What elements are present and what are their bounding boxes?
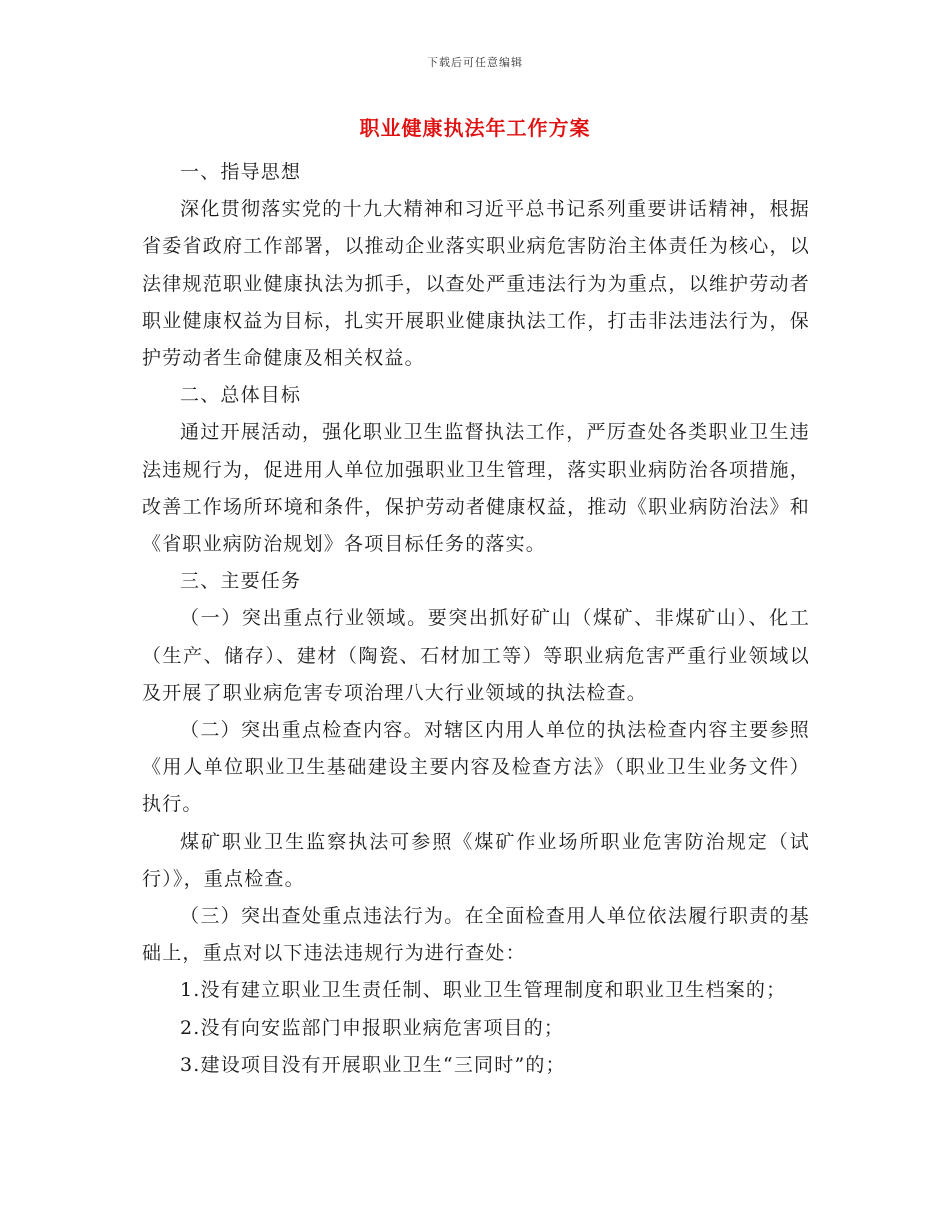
paragraph-overall-goal: 通过开展活动，强化职业卫生监督执法工作，严厉查处各类职业卫生违法违规行为，促进用人单位加强职业卫生管理，落实职业病防治各项措施，改善工作场所环境和条件，保护劳动者健康权益，推动《职业病防治法》和《省职业病防治规划》各项目标任务的落实。: [142, 421, 810, 556]
header-note: 下载后可任意编辑: [427, 56, 523, 69]
document-body: [142, 154, 810, 1084]
paragraph-task-violations: （三）突出查处重点违法行为。在全面检查用人单位依法履行职责的基础上，重点对以下违法违规行为进行查处：: [142, 905, 810, 965]
paragraph-coal-mine-inspection: 煤矿职业卫生监察执法可参照《煤矿作业场所职业危害防治规定（试行）》，重点检查。: [142, 830, 810, 890]
section-heading-overall-goal: 二、总体目标: [180, 384, 302, 407]
document-title: 职业健康执法年工作方案: [359, 116, 591, 140]
list-item-3: 3.建设项目没有开展职业卫生“三同时”的；: [180, 1053, 566, 1076]
list-item-2: 2.没有向安监部门申报职业病危害项目的；: [180, 1016, 565, 1039]
section-heading-main-tasks: 三、主要任务: [180, 570, 302, 593]
list-item-1: 1.没有建立职业卫生责任制、职业卫生管理制度和职业卫生档案的；: [180, 979, 787, 1002]
paragraph-task-inspection-content: （二）突出重点检查内容。对辖区内用人单位的执法检查内容主要参照《用人单位职业卫生基础建设主要内容及检查方法》（职业卫生业务文件）执行。: [142, 719, 810, 816]
section-heading-guiding-ideology: 一、指导思想: [180, 161, 302, 183]
paragraph-task-industries: （一）突出重点行业领域。要突出抓好矿山（煤矿、非煤矿山）、化工（生产、储存）、建材（陶瓷、石材加工等）等职业病危害严重行业领域以及开展了职业病危害专项治理八大行业领域的执法检查。: [142, 607, 810, 704]
paragraph-guiding-ideology: 深化贯彻落实党的十九大精神和习近平总书记系列重要讲话精神，根据省委省政府工作部署，以推动企业落实职业病危害防治主体责任为核心，以法律规范职业健康执法为抓手，以查处严重违法行为为重点，以维护劳动者职业健康权益为目标，扎实开展职业健康执法工作，打击非法违法行为，保护劳动者生命健康及相关权益。: [142, 198, 810, 370]
